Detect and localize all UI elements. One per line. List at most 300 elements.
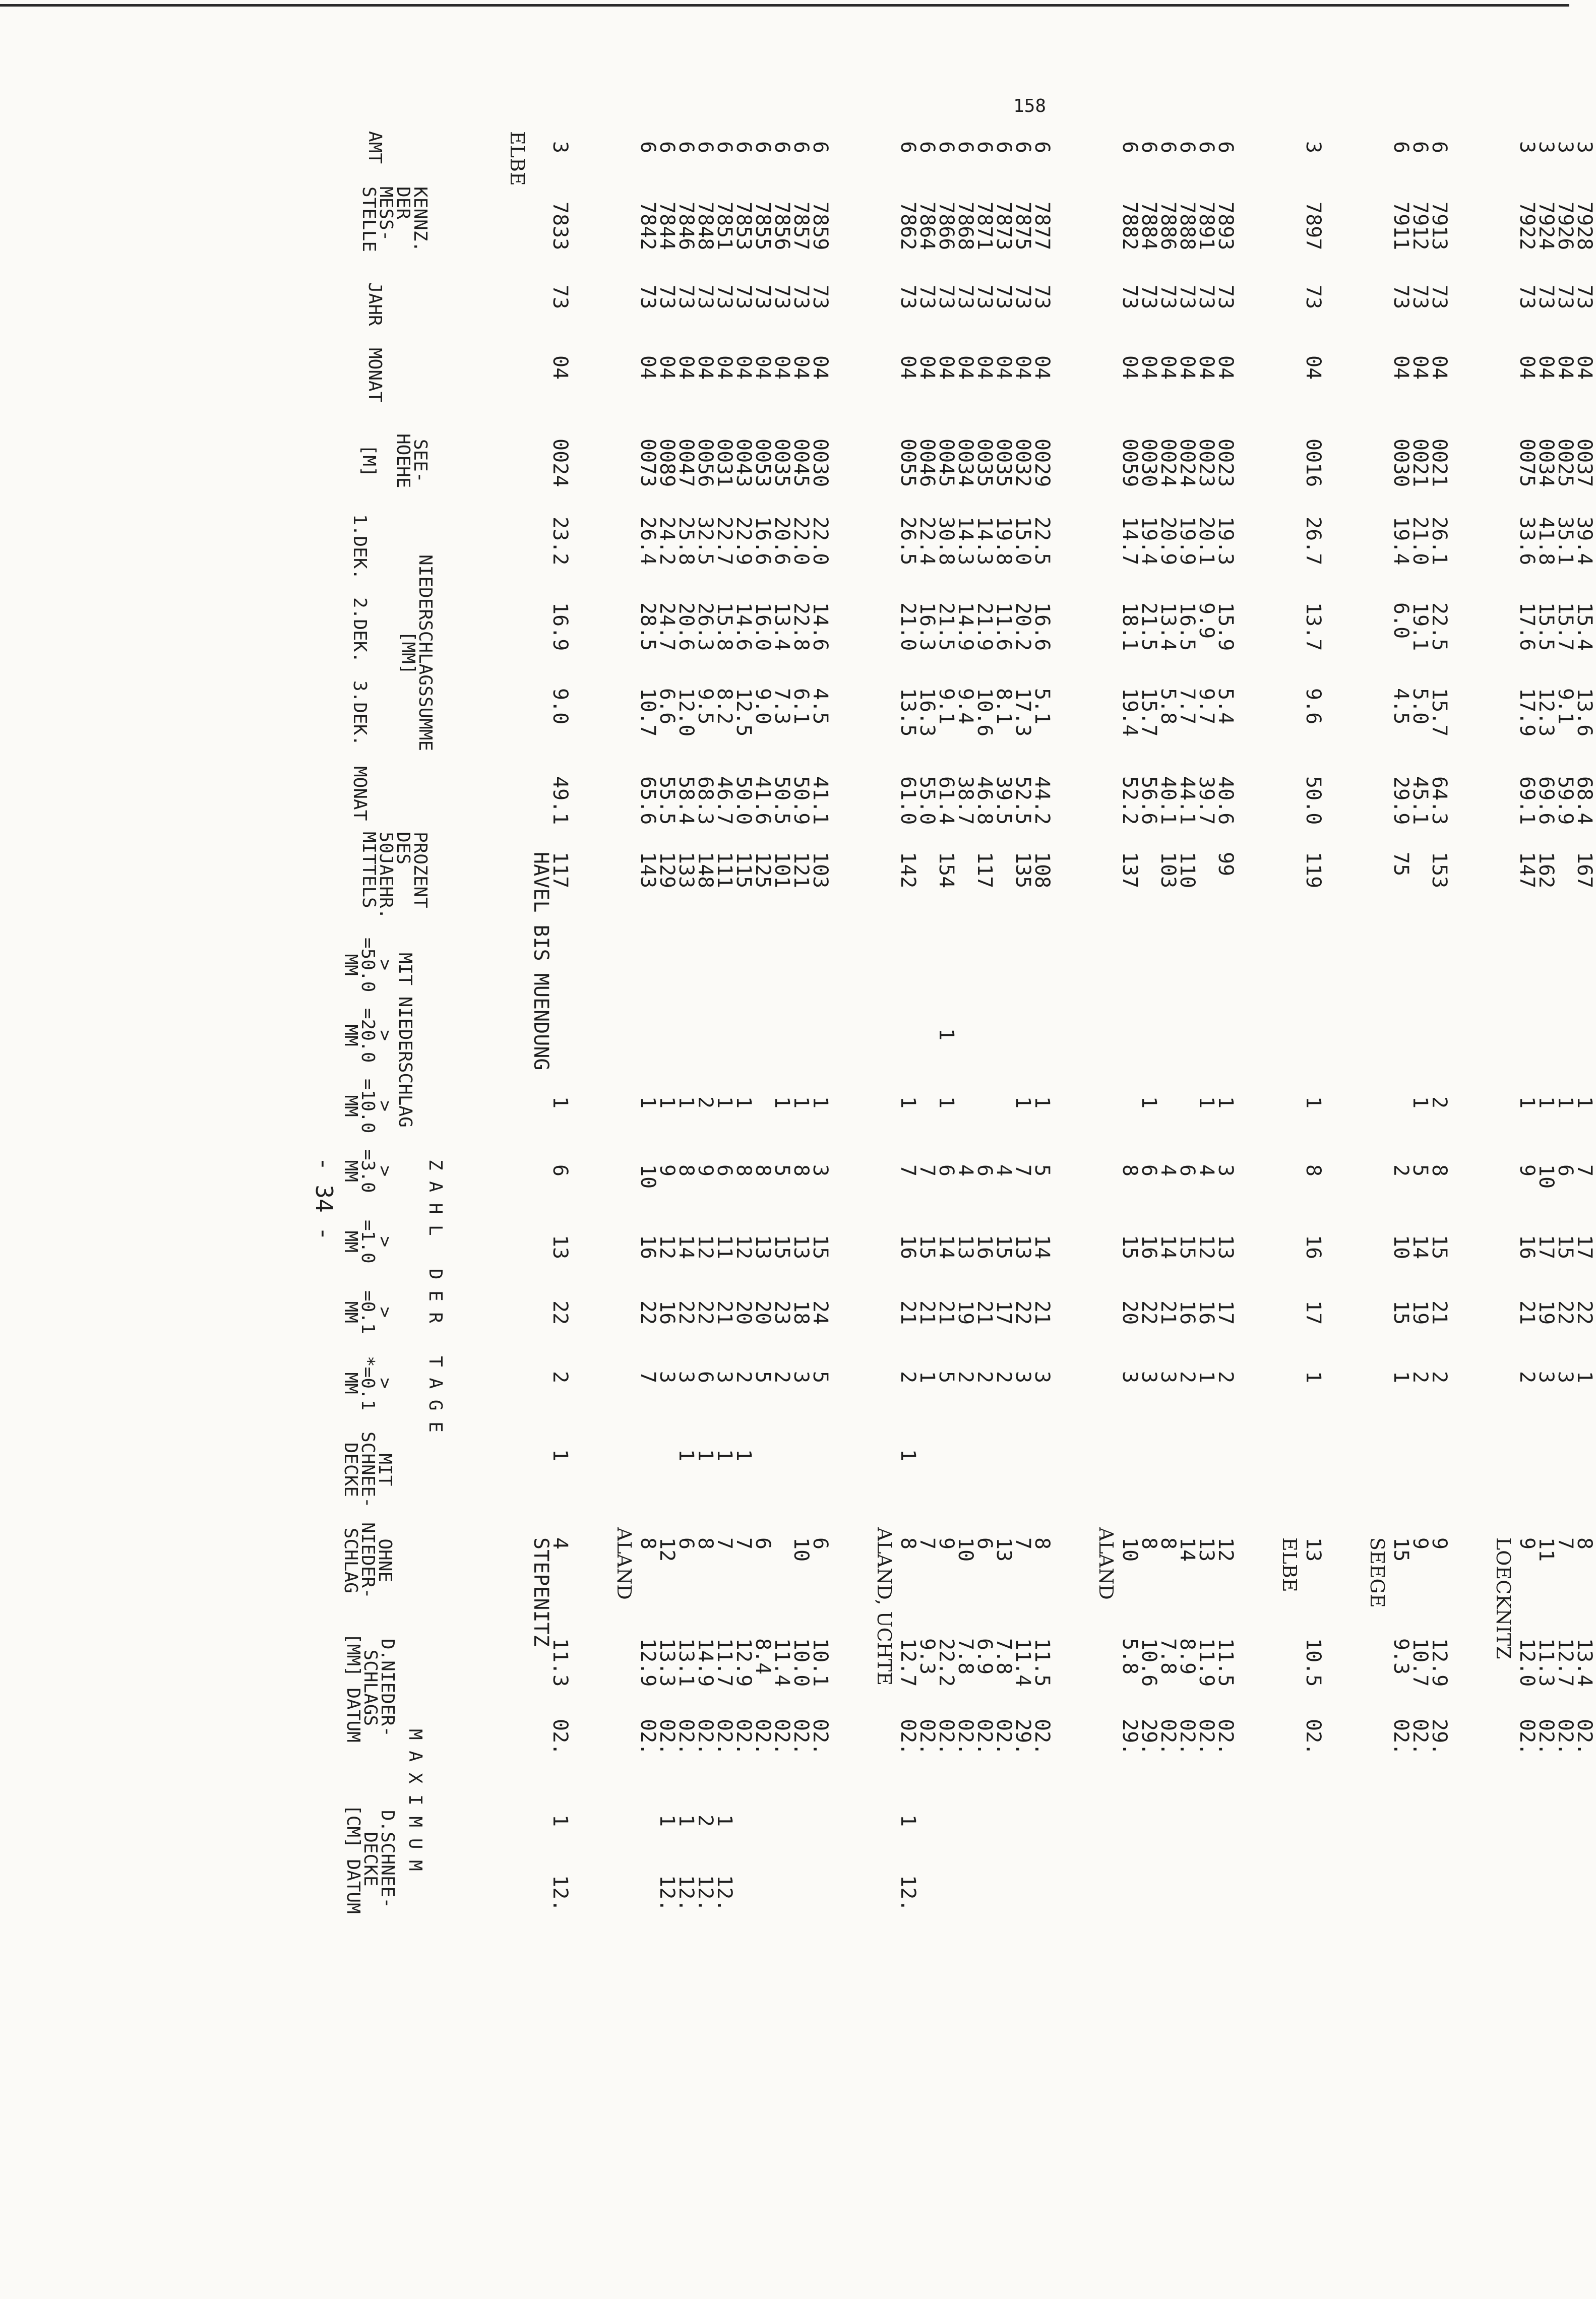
cell-proz: 153: [1428, 852, 1451, 889]
cell-d2: 13.4: [1156, 602, 1180, 651]
cell-monat: 04: [770, 355, 793, 380]
cell-amt: 6: [954, 141, 977, 154]
header-amt: AMT: [364, 131, 385, 164]
cell-t10: 1: [1011, 1096, 1034, 1109]
cell-mxd: 02.: [713, 1719, 736, 1756]
cell-jahr: 73: [935, 285, 958, 309]
cell-see: 0021: [1428, 439, 1451, 487]
cell-proz: 110: [1176, 852, 1199, 889]
cell-d1: 22.9: [732, 517, 755, 566]
rotated-table: [282, 126, 1596, 2193]
cell-mxd: 02.: [896, 1719, 919, 1756]
cell-see: 0031: [713, 439, 736, 487]
cell-t10: 1: [636, 1096, 659, 1109]
cell-kennz: 7911: [1389, 202, 1413, 251]
cell-sx: 2: [694, 1815, 717, 1827]
cell-t10: 1: [1302, 1096, 1325, 1109]
cell-proz: 125: [751, 852, 774, 889]
cell-jahr: 73: [789, 285, 813, 309]
cell-jahr: 73: [1534, 285, 1558, 309]
cell-ohne: 13: [1302, 1537, 1325, 1562]
cell-jahr: 73: [1573, 285, 1596, 309]
cell-m: 41.6: [751, 776, 774, 825]
cell-t01s: 5: [809, 1371, 832, 1384]
cell-d3: 9.7: [1195, 688, 1218, 725]
header-kennz: KENNZ. DER MESS- STELLE: [358, 187, 431, 253]
cell-proz: 111: [713, 852, 736, 889]
cell-jahr: 73: [992, 285, 1015, 309]
cell-m: 29.9: [1389, 776, 1413, 825]
cell-monat: 04: [1389, 355, 1413, 380]
cell-m: 50.9: [789, 776, 813, 825]
cell-mx: 12.7: [1554, 1638, 1577, 1687]
cell-jahr: 73: [973, 285, 996, 309]
cell-t01: 22: [694, 1300, 717, 1325]
cell-ohne: 8: [1156, 1537, 1180, 1550]
cell-t01s: 3: [1030, 1371, 1054, 1384]
cell-mxd: 02.: [1176, 1719, 1199, 1756]
cell-t01s: 2: [896, 1371, 919, 1384]
cell-ohne: 10: [954, 1537, 977, 1562]
cell-amt: 6: [992, 141, 1015, 154]
cell-t01: 17: [1214, 1300, 1237, 1325]
cell-ohne: 7: [1011, 1537, 1034, 1550]
cell-monat: 04: [1554, 355, 1577, 380]
cell-kennz: 7871: [973, 202, 996, 251]
cell-m: 46.8: [973, 776, 996, 825]
cell-mxd: 02.: [1214, 1719, 1237, 1756]
cell-kennz: 7868: [954, 202, 977, 251]
cell-m: 68.3: [694, 776, 717, 825]
cell-see: 0035: [973, 439, 996, 487]
cell-t1: 15: [992, 1235, 1015, 1260]
cell-d3: 4.5: [809, 688, 832, 725]
cell-t01: 19: [1534, 1300, 1558, 1325]
cell-m: 52.5: [1011, 776, 1034, 825]
cell-ohne: 8: [896, 1537, 919, 1550]
cell-ohne: 6: [751, 1537, 774, 1550]
cell-kennz: 7846: [674, 202, 698, 251]
cell-d3: 6.6: [655, 688, 679, 725]
cell-proz: 115: [732, 852, 755, 889]
cell-amt: 6: [915, 141, 939, 154]
cell-d1: 22.5: [1030, 517, 1054, 566]
cell-kennz: 7922: [1515, 202, 1539, 251]
cell-d3: 15.7: [1428, 688, 1451, 737]
cell-t10: 1: [896, 1096, 919, 1109]
cell-proz: 103: [809, 852, 832, 889]
cell-see: 0035: [770, 439, 793, 487]
cell-t01s: 2: [548, 1371, 572, 1384]
cell-proz: 154: [935, 852, 958, 889]
cell-t1: 15: [915, 1235, 939, 1260]
cell-monat: 04: [1573, 355, 1596, 380]
cell-m: 64.3: [1428, 776, 1451, 825]
cell-mx: 10.5: [1302, 1638, 1325, 1687]
cell-jahr: 73: [655, 285, 679, 309]
cell-mxd: 02.: [732, 1719, 755, 1756]
cell-t3: 5: [770, 1164, 793, 1177]
cell-m: 61.0: [896, 776, 919, 825]
cell-mxd: 02.: [1554, 1719, 1577, 1756]
cell-t01s: 3: [713, 1371, 736, 1384]
cell-amt: 6: [973, 141, 996, 154]
cell-mxd: 02.: [935, 1719, 958, 1756]
cell-amt: 6: [1176, 141, 1199, 154]
cell-d2: 16.9: [548, 602, 572, 651]
cell-d2: 21.5: [1137, 602, 1160, 651]
cell-t01s: 2: [992, 1371, 1015, 1384]
cell-monat: 04: [1011, 355, 1034, 380]
cell-t01s: 3: [1118, 1371, 1141, 1384]
cell-t1: 15: [809, 1235, 832, 1260]
cell-t01: 19: [1408, 1300, 1432, 1325]
cell-d3: 13.5: [896, 688, 919, 737]
cell-amt: 3: [1302, 141, 1325, 154]
cell-jahr: 73: [713, 285, 736, 309]
cell-monat: 04: [1214, 355, 1237, 380]
cell-see: 0034: [1534, 439, 1558, 487]
cell-mxd: 02.: [1534, 1719, 1558, 1756]
cell-amt: 6: [1118, 141, 1141, 154]
basin-label: ALAND: [613, 1527, 635, 1600]
cell-t1: 14: [1030, 1235, 1054, 1260]
cell-jahr: 73: [674, 285, 698, 309]
cell-t1: 12: [1195, 1235, 1218, 1260]
cell-t10: 1: [1137, 1096, 1160, 1109]
cell-amt: 6: [694, 141, 717, 154]
cell-d2: 15.5: [1534, 602, 1558, 651]
basin-label: LOECKNITZ: [1492, 1537, 1514, 1659]
cell-t1: 16: [1137, 1235, 1160, 1260]
header-thr-50: > =50.0 MM: [340, 938, 395, 992]
cell-d1: 22.0: [809, 517, 832, 566]
cell-monat: 04: [915, 355, 939, 380]
cell-m: 45.1: [1408, 776, 1432, 825]
cell-t01: 20: [751, 1300, 774, 1325]
cell-t01: 20: [1118, 1300, 1141, 1325]
cell-d1: 26.1: [1428, 517, 1451, 566]
cell-t1: 14: [935, 1235, 958, 1260]
cell-d2: 14.6: [809, 602, 832, 651]
cell-mx: 13.4: [1573, 1638, 1596, 1687]
cell-proz: 137: [1118, 852, 1141, 889]
cell-sxd: 12.: [674, 1875, 698, 1912]
cell-sxd: 12.: [896, 1875, 919, 1912]
cell-t10: 1: [1408, 1096, 1432, 1109]
cell-d1: 20.9: [1156, 517, 1180, 566]
cell-t1: 12: [694, 1235, 717, 1260]
cell-m: 65.6: [636, 776, 659, 825]
cell-d3: 19.4: [1118, 688, 1141, 737]
cell-monat: 04: [973, 355, 996, 380]
cell-jahr: 73: [636, 285, 659, 309]
cell-t10: 1: [1030, 1096, 1054, 1109]
cell-kennz: 7864: [915, 202, 939, 251]
cell-jahr: 73: [1137, 285, 1160, 309]
cell-ohne: 6: [809, 1537, 832, 1550]
cell-see: 0045: [789, 439, 813, 487]
cell-mx: 11.9: [1195, 1638, 1218, 1687]
cell-t01s: 5: [751, 1371, 774, 1384]
cell-d2: 19.1: [1408, 602, 1432, 651]
cell-m: 39.7: [1195, 776, 1218, 825]
cell-t01s: 2: [1428, 1371, 1451, 1384]
cell-t01: 16: [655, 1300, 679, 1325]
cell-mx: 10.6: [1137, 1638, 1160, 1687]
cell-t3: 3: [1214, 1164, 1237, 1177]
cell-t3: 6: [1176, 1164, 1199, 1177]
page-center-number: - 34 -: [311, 1157, 338, 1241]
cell-monat: 04: [935, 355, 958, 380]
cell-t20: 1: [935, 1028, 958, 1041]
cell-proz: 143: [636, 852, 659, 889]
cell-mxd: 02.: [1573, 1719, 1596, 1756]
cell-t01: 22: [548, 1300, 572, 1325]
cell-proz: 142: [896, 852, 919, 889]
cell-ohne: 9: [1428, 1537, 1451, 1550]
cell-amt: 3: [1515, 141, 1539, 154]
cell-t1: 16: [896, 1235, 919, 1260]
cell-m: 52.2: [1118, 776, 1141, 825]
cell-d1: 14.3: [954, 517, 977, 566]
cell-kennz: 7924: [1534, 202, 1558, 251]
cell-t01s: 6: [694, 1371, 717, 1384]
cell-see: 0016: [1302, 439, 1325, 487]
header-zahl-der-tage: Z A H L D E R T A G E: [425, 1159, 446, 1433]
cell-t3: 7: [896, 1164, 919, 1177]
cell-see: 0047: [674, 439, 698, 487]
cell-d3: 5.0: [1408, 688, 1432, 725]
cell-mx: 22.2: [935, 1638, 958, 1687]
cell-d2: 11.6: [992, 602, 1015, 651]
cell-mxd: 02.: [1515, 1719, 1539, 1756]
cell-ohne: 7: [915, 1537, 939, 1550]
cell-jahr: 73: [694, 285, 717, 309]
cell-jahr: 73: [1389, 285, 1413, 309]
cell-d3: 12.3: [1534, 688, 1558, 737]
cell-t01s: 3: [1011, 1371, 1034, 1384]
cell-monat: 04: [1534, 355, 1558, 380]
cell-t3: 4: [992, 1164, 1015, 1177]
cell-t01s: 2: [1214, 1371, 1237, 1384]
cell-d2: 16.0: [751, 602, 774, 651]
cell-kennz: 7893: [1214, 202, 1237, 251]
cell-monat: 04: [992, 355, 1015, 380]
cell-see: 0032: [1011, 439, 1034, 487]
cell-t10: 1: [674, 1096, 698, 1109]
cell-see: 0024: [1176, 439, 1199, 487]
cell-t1: 13: [954, 1235, 977, 1260]
cell-t10: 1: [548, 1096, 572, 1109]
cell-t01: 17: [1302, 1300, 1325, 1325]
cell-d3: 6.1: [789, 688, 813, 725]
cell-t10: 2: [1428, 1096, 1451, 1109]
cell-ohne: 15: [1389, 1537, 1413, 1562]
header-dek3: 3.DEK.: [349, 680, 370, 747]
cell-see: 0055: [896, 439, 919, 487]
cell-t01s: 1: [915, 1371, 939, 1384]
cell-see: 0053: [751, 439, 774, 487]
cell-m: 40.1: [1156, 776, 1180, 825]
cell-d3: 9.4: [954, 688, 977, 725]
cell-proz: 162: [1534, 852, 1558, 889]
cell-amt: 3: [1554, 141, 1577, 154]
cell-t10: 1: [1573, 1096, 1596, 1109]
cell-amt: 6: [770, 141, 793, 154]
cell-m: 69.1: [1515, 776, 1539, 825]
cell-t3: 8: [732, 1164, 755, 1177]
cell-t1: 11: [713, 1235, 736, 1260]
cell-amt: 6: [1389, 141, 1413, 154]
cell-monat: 04: [1137, 355, 1160, 380]
cell-amt: 3: [1534, 141, 1558, 154]
cell-jahr: 73: [1030, 285, 1054, 309]
cell-t01: 22: [674, 1300, 698, 1325]
cell-mx: 7.8: [1156, 1638, 1180, 1675]
header-thr-10: > =10.0 MM: [340, 1079, 395, 1134]
cell-ohne: 14: [1176, 1537, 1199, 1562]
cell-amt: 6: [1195, 141, 1218, 154]
cell-t01s: 5: [935, 1371, 958, 1384]
cell-ohne: 4: [548, 1537, 572, 1550]
cell-t3: 4: [954, 1164, 977, 1177]
cell-t3: 10: [636, 1164, 659, 1189]
cell-t01s: 3: [1554, 1371, 1577, 1384]
cell-ohne: 7: [713, 1537, 736, 1550]
cell-m: 55.0: [915, 776, 939, 825]
cell-d1: 22.7: [713, 517, 736, 566]
cell-t10: 2: [694, 1096, 717, 1109]
cell-jahr: 73: [915, 285, 939, 309]
cell-t3: 5: [1408, 1164, 1432, 1177]
cell-see: 0059: [1118, 439, 1141, 487]
cell-jahr: 73: [1118, 285, 1141, 309]
cell-d2: 15.7: [1554, 602, 1577, 651]
cell-mxd: 02.: [1302, 1719, 1325, 1756]
cell-d2: 22.8: [789, 602, 813, 651]
header-mit-schneedecke: MIT SCHNEE- DECKE: [340, 1432, 395, 1508]
cell-d3: 10.7: [636, 688, 659, 737]
cell-kennz: 7866: [935, 202, 958, 251]
cell-kennz: 7926: [1554, 202, 1577, 251]
cell-ohne: 8: [1573, 1537, 1596, 1550]
cell-m: 50.0: [1302, 776, 1325, 825]
cell-d2: 24.7: [655, 602, 679, 651]
cell-see: 0024: [1156, 439, 1180, 487]
cell-d3: 16.3: [915, 688, 939, 737]
cell-t1: 15: [1428, 1235, 1451, 1260]
cell-proz: 129: [655, 852, 679, 889]
cell-d1: 15.0: [1011, 517, 1034, 566]
cell-d1: 20.1: [1195, 517, 1218, 566]
cell-t01: 18: [789, 1300, 813, 1325]
cell-jahr: 73: [1554, 285, 1577, 309]
cell-proz: HAVEL BIS MUENDUNG: [529, 852, 553, 1071]
header-niederschlagssumme: NIEDERSCHLAGSSUMME [MM]: [398, 554, 436, 752]
cell-d1: 32.5: [694, 517, 717, 566]
cell-amt: 6: [896, 141, 919, 154]
cell-mxd: 29.: [1118, 1719, 1141, 1756]
cell-proz: 108: [1030, 852, 1054, 889]
cell-t10: 1: [1554, 1096, 1577, 1109]
cell-t01s: 2: [954, 1371, 977, 1384]
cell-t01s: 1: [1195, 1371, 1218, 1384]
cell-mxd: 02.: [915, 1719, 939, 1756]
cell-monat: 04: [1176, 355, 1199, 380]
cell-t01: 22: [1011, 1300, 1034, 1325]
cell-t01: 22: [1554, 1300, 1577, 1325]
cell-jahr: 73: [1011, 285, 1034, 309]
cell-t1: 13: [1011, 1235, 1034, 1260]
cell-kennz: 7875: [1011, 202, 1034, 251]
cell-d3: 8.2: [713, 688, 736, 725]
cell-d3: 4.5: [1389, 688, 1413, 725]
cell-mx: 11.3: [1534, 1638, 1558, 1687]
cell-t01: 22: [1137, 1300, 1160, 1325]
cell-t3: 4: [1195, 1164, 1218, 1177]
cell-mxd: 02.: [809, 1719, 832, 1756]
cell-kennz: 7856: [770, 202, 793, 251]
cell-monat: 04: [809, 355, 832, 380]
cell-t01: 21: [935, 1300, 958, 1325]
cell-d2: 15.4: [1573, 602, 1596, 651]
cell-ohne: 6: [973, 1537, 996, 1550]
cell-jahr: 73: [1408, 285, 1432, 309]
cell-amt: 6: [713, 141, 736, 154]
cell-mxd: 02.: [694, 1719, 717, 1756]
cell-amt: 6: [732, 141, 755, 154]
cell-jahr: 73: [954, 285, 977, 309]
cell-monat: 04: [1408, 355, 1432, 380]
cell-t1: 15: [770, 1235, 793, 1260]
cell-d2: 20.2: [1011, 602, 1034, 651]
cell-d3: 5.1: [1030, 688, 1054, 725]
cell-t3: 9: [655, 1164, 679, 1177]
cell-see: 0037: [1573, 439, 1596, 487]
cell-monat: 04: [1195, 355, 1218, 380]
cell-snow: 1: [732, 1449, 755, 1462]
cell-ohne: 7: [732, 1537, 755, 1550]
cell-d3: 12.5: [732, 688, 755, 737]
cell-d1: 39.4: [1573, 517, 1596, 566]
cell-t01s: 3: [1534, 1371, 1558, 1384]
cell-mxd: 02.: [548, 1719, 572, 1756]
cell-monat: 04: [896, 355, 919, 380]
cell-monat: 04: [1428, 355, 1451, 380]
cell-t01s: 3: [789, 1371, 813, 1384]
cell-t3: 6: [1137, 1164, 1160, 1177]
cell-kennz: 7848: [694, 202, 717, 251]
cell-t01: 16: [1176, 1300, 1199, 1325]
cell-amt: 6: [1030, 141, 1054, 154]
cell-kennz: 7877: [1030, 202, 1054, 251]
cell-mxd: 29.: [1137, 1719, 1160, 1756]
header-dek2: 2.DEK.: [349, 597, 370, 663]
cell-mx: 13.3: [655, 1638, 679, 1687]
cell-proz: 148: [694, 852, 717, 889]
cell-d3: 17.3: [1011, 688, 1034, 737]
cell-proz: 167: [1573, 852, 1596, 889]
cell-proz: 121: [789, 852, 813, 889]
cell-see: 0021: [1408, 439, 1432, 487]
cell-d2: 15.8: [713, 602, 736, 651]
cell-sx: 1: [713, 1815, 736, 1827]
cell-mxd: 02.: [1408, 1719, 1432, 1756]
cell-t01s: 3: [674, 1371, 698, 1384]
cell-t01: 17: [992, 1300, 1015, 1325]
cell-monat: 04: [1030, 355, 1054, 380]
